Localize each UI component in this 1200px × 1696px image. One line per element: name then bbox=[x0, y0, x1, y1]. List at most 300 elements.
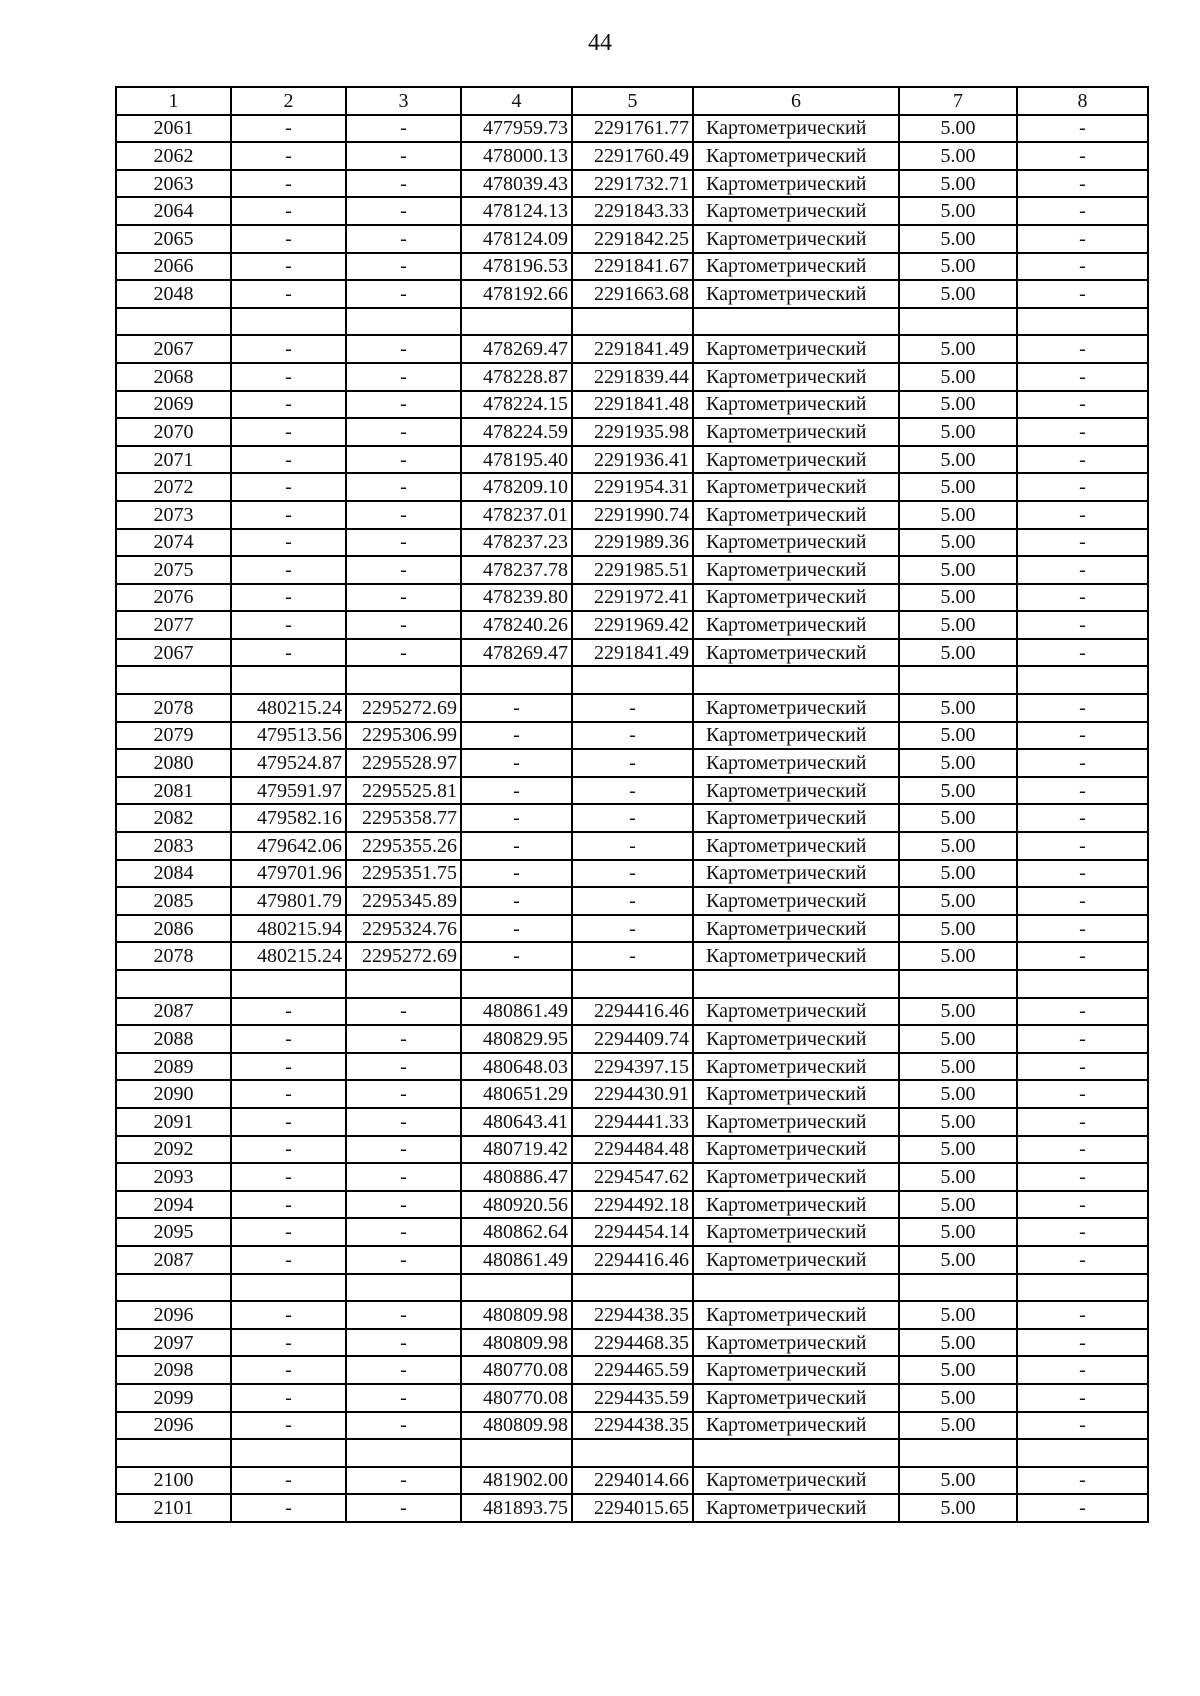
table-cell: - bbox=[346, 418, 461, 446]
table-cell: Картометрический bbox=[693, 915, 899, 943]
table-cell: Картометрический bbox=[693, 529, 899, 557]
table-cell: 5.00 bbox=[899, 556, 1017, 584]
table-cell: - bbox=[231, 1412, 346, 1440]
table-cell: 2291954.31 bbox=[572, 473, 693, 501]
table-cell: 5.00 bbox=[899, 170, 1017, 198]
table-cell: 2294430.91 bbox=[572, 1080, 693, 1108]
table-cell bbox=[693, 1274, 899, 1302]
table-row bbox=[116, 556, 1148, 584]
table-cell: 2092 bbox=[116, 1136, 231, 1164]
table-cell: - bbox=[1017, 1246, 1148, 1274]
table-cell: - bbox=[346, 1301, 461, 1329]
table-cell: - bbox=[1017, 1356, 1148, 1384]
table-cell: 2078 bbox=[116, 694, 231, 722]
table-cell: Картометрический bbox=[693, 611, 899, 639]
table-header bbox=[116, 87, 1148, 115]
table-cell: 2073 bbox=[116, 501, 231, 529]
table-cell: - bbox=[1017, 335, 1148, 363]
table-cell: - bbox=[346, 197, 461, 225]
table-cell: 5.00 bbox=[899, 1246, 1017, 1274]
table-cell: - bbox=[346, 1467, 461, 1495]
table-cell: - bbox=[1017, 1329, 1148, 1357]
table-cell: - bbox=[346, 998, 461, 1026]
table-cell: 5.00 bbox=[899, 529, 1017, 557]
table-cell: - bbox=[461, 804, 572, 832]
table-cell: 5.00 bbox=[899, 722, 1017, 750]
table-cell: 2291989.36 bbox=[572, 529, 693, 557]
table-cell: 5.00 bbox=[899, 1384, 1017, 1412]
table-cell: 2065 bbox=[116, 225, 231, 253]
table-cell: - bbox=[231, 529, 346, 557]
table-cell: - bbox=[346, 529, 461, 557]
table-cell: - bbox=[231, 1218, 346, 1246]
table-cell: - bbox=[231, 639, 346, 667]
table-cell: - bbox=[231, 225, 346, 253]
table-cell: - bbox=[231, 1136, 346, 1164]
table-cell bbox=[346, 666, 461, 694]
table-cell: - bbox=[231, 1329, 346, 1357]
table-cell: 2291841.49 bbox=[572, 639, 693, 667]
table-cell: - bbox=[346, 501, 461, 529]
table-cell: 2294492.18 bbox=[572, 1191, 693, 1219]
table-row bbox=[116, 170, 1148, 198]
table-cell: 2069 bbox=[116, 391, 231, 419]
table-cell: - bbox=[461, 722, 572, 750]
table-cell: 2294014.66 bbox=[572, 1467, 693, 1495]
table-cell: 2080 bbox=[116, 749, 231, 777]
table-cell: - bbox=[1017, 1136, 1148, 1164]
table-cell bbox=[116, 970, 231, 998]
table-cell bbox=[899, 308, 1017, 336]
table-cell: 5.00 bbox=[899, 1329, 1017, 1357]
table-cell: 477959.73 bbox=[461, 115, 572, 143]
table-cell: 2096 bbox=[116, 1412, 231, 1440]
table-cell: - bbox=[231, 1025, 346, 1053]
table-cell: 480215.24 bbox=[231, 942, 346, 970]
table-row bbox=[116, 473, 1148, 501]
table-cell: - bbox=[346, 1246, 461, 1274]
table-cell: 2091 bbox=[116, 1108, 231, 1136]
table-cell: - bbox=[346, 170, 461, 198]
table-cell: 5.00 bbox=[899, 1356, 1017, 1384]
table-cell: - bbox=[346, 363, 461, 391]
table-cell: 2291985.51 bbox=[572, 556, 693, 584]
table-cell: Картометрический bbox=[693, 749, 899, 777]
table-cell: - bbox=[572, 942, 693, 970]
table-cell: - bbox=[1017, 225, 1148, 253]
table-row bbox=[116, 777, 1148, 805]
table-cell: 478237.23 bbox=[461, 529, 572, 557]
table-cell bbox=[572, 666, 693, 694]
table-cell: - bbox=[1017, 1191, 1148, 1219]
table-cell: 480809.98 bbox=[461, 1329, 572, 1357]
table-cell: - bbox=[1017, 197, 1148, 225]
table-cell: 2093 bbox=[116, 1163, 231, 1191]
table-cell: - bbox=[231, 1080, 346, 1108]
table-row bbox=[116, 804, 1148, 832]
table-cell: - bbox=[1017, 253, 1148, 281]
table-cell: 2087 bbox=[116, 998, 231, 1026]
table-cell: - bbox=[346, 280, 461, 308]
table-cell: - bbox=[346, 584, 461, 612]
table-cell: - bbox=[231, 611, 346, 639]
table-cell: - bbox=[231, 1053, 346, 1081]
table-cell: 480770.08 bbox=[461, 1384, 572, 1412]
table-cell: Картометрический bbox=[693, 1218, 899, 1246]
table-cell: 480920.56 bbox=[461, 1191, 572, 1219]
table-cell: 478124.09 bbox=[461, 225, 572, 253]
table-cell: - bbox=[346, 1191, 461, 1219]
table-cell: - bbox=[346, 473, 461, 501]
table-cell: 2081 bbox=[116, 777, 231, 805]
table-cell: 2295351.75 bbox=[346, 860, 461, 888]
table-cell bbox=[899, 1274, 1017, 1302]
table-cell: - bbox=[1017, 473, 1148, 501]
table-cell: Картометрический bbox=[693, 804, 899, 832]
table-cell: - bbox=[1017, 1494, 1148, 1522]
table-cell: Картометрический bbox=[693, 1412, 899, 1440]
table-cell: - bbox=[572, 915, 693, 943]
table-cell: - bbox=[1017, 860, 1148, 888]
table-cell: - bbox=[572, 694, 693, 722]
table-row bbox=[116, 694, 1148, 722]
table-cell: 2295528.97 bbox=[346, 749, 461, 777]
table-cell: 5.00 bbox=[899, 1467, 1017, 1495]
table-row bbox=[116, 915, 1148, 943]
table-cell: 5.00 bbox=[899, 473, 1017, 501]
table-cell: 2087 bbox=[116, 1246, 231, 1274]
table-cell: - bbox=[231, 197, 346, 225]
table-cell: 2083 bbox=[116, 832, 231, 860]
table-cell: 5.00 bbox=[899, 1301, 1017, 1329]
table-cell: 478269.47 bbox=[461, 335, 572, 363]
table-cell: 2066 bbox=[116, 253, 231, 281]
table-cell: - bbox=[461, 915, 572, 943]
separator-row bbox=[116, 970, 1148, 998]
table-row bbox=[116, 446, 1148, 474]
table-cell: 480861.49 bbox=[461, 1246, 572, 1274]
table-cell: - bbox=[346, 1080, 461, 1108]
table-cell: 2062 bbox=[116, 142, 231, 170]
table-cell: - bbox=[461, 942, 572, 970]
table-cell: 2294416.46 bbox=[572, 1246, 693, 1274]
table-cell: 2294416.46 bbox=[572, 998, 693, 1026]
table-cell: 2294547.62 bbox=[572, 1163, 693, 1191]
table-cell: - bbox=[346, 1053, 461, 1081]
table-cell: 478124.13 bbox=[461, 197, 572, 225]
table-row bbox=[116, 1108, 1148, 1136]
table-cell: - bbox=[1017, 363, 1148, 391]
table-cell: - bbox=[231, 280, 346, 308]
table-cell: - bbox=[1017, 529, 1148, 557]
table-cell: Картометрический bbox=[693, 1163, 899, 1191]
table-cell: - bbox=[346, 556, 461, 584]
table-cell: - bbox=[1017, 501, 1148, 529]
table-cell: - bbox=[1017, 1080, 1148, 1108]
table-cell bbox=[461, 1439, 572, 1467]
table-cell: Картометрический bbox=[693, 832, 899, 860]
table-cell: Картометрический bbox=[693, 115, 899, 143]
table-cell bbox=[231, 970, 346, 998]
table-cell: - bbox=[1017, 1384, 1148, 1412]
table-row bbox=[116, 280, 1148, 308]
table-cell: - bbox=[1017, 1053, 1148, 1081]
table-cell: 2071 bbox=[116, 446, 231, 474]
table-row bbox=[116, 1356, 1148, 1384]
table-cell: 2048 bbox=[116, 280, 231, 308]
table-cell bbox=[1017, 308, 1148, 336]
table-cell: Картометрический bbox=[693, 1246, 899, 1274]
table-cell: - bbox=[346, 639, 461, 667]
table-cell: 2067 bbox=[116, 639, 231, 667]
table-cell bbox=[461, 308, 572, 336]
table-row bbox=[116, 1053, 1148, 1081]
table-cell: 478000.13 bbox=[461, 142, 572, 170]
table-cell: 5.00 bbox=[899, 501, 1017, 529]
table-row bbox=[116, 1494, 1148, 1522]
table-cell: Картометрический bbox=[693, 142, 899, 170]
table-cell bbox=[1017, 1439, 1148, 1467]
table-cell: 2099 bbox=[116, 1384, 231, 1412]
column-header: 6 bbox=[693, 87, 899, 115]
table-cell: - bbox=[231, 1163, 346, 1191]
table-cell: - bbox=[572, 887, 693, 915]
table-cell: - bbox=[231, 1384, 346, 1412]
table-cell: 480862.64 bbox=[461, 1218, 572, 1246]
table-cell: 2291972.41 bbox=[572, 584, 693, 612]
table-cell: 2291843.33 bbox=[572, 197, 693, 225]
table-cell: Картометрический bbox=[693, 473, 899, 501]
table-row bbox=[116, 749, 1148, 777]
table-cell: 480215.94 bbox=[231, 915, 346, 943]
table-cell: - bbox=[1017, 722, 1148, 750]
table-cell: - bbox=[1017, 639, 1148, 667]
table-row bbox=[116, 418, 1148, 446]
table-cell: Картометрический bbox=[693, 197, 899, 225]
table-cell bbox=[572, 1274, 693, 1302]
table-cell: 5.00 bbox=[899, 1494, 1017, 1522]
table-cell: - bbox=[231, 115, 346, 143]
table-cell: 478237.78 bbox=[461, 556, 572, 584]
table-cell: - bbox=[461, 749, 572, 777]
table-cell bbox=[346, 970, 461, 998]
table-cell: - bbox=[1017, 1218, 1148, 1246]
table-cell: 2067 bbox=[116, 335, 231, 363]
table-cell: - bbox=[572, 832, 693, 860]
table-cell: - bbox=[346, 1163, 461, 1191]
table-cell: 480719.42 bbox=[461, 1136, 572, 1164]
table-cell: 5.00 bbox=[899, 584, 1017, 612]
table-cell: - bbox=[1017, 694, 1148, 722]
table-cell: 2100 bbox=[116, 1467, 231, 1495]
coordinates-table bbox=[115, 86, 1149, 1523]
table-cell: 478228.87 bbox=[461, 363, 572, 391]
table-cell: - bbox=[1017, 418, 1148, 446]
table-cell: 5.00 bbox=[899, 1412, 1017, 1440]
table-cell: 478269.47 bbox=[461, 639, 572, 667]
table-cell: - bbox=[1017, 915, 1148, 943]
table-cell: - bbox=[231, 998, 346, 1026]
table-cell: 2097 bbox=[116, 1329, 231, 1357]
table-row bbox=[116, 1384, 1148, 1412]
table-cell: Картометрический bbox=[693, 887, 899, 915]
table-cell: 480215.24 bbox=[231, 694, 346, 722]
table-cell: 5.00 bbox=[899, 694, 1017, 722]
table-row bbox=[116, 998, 1148, 1026]
table-cell: - bbox=[1017, 1163, 1148, 1191]
column-header: 3 bbox=[346, 87, 461, 115]
table-cell: 2077 bbox=[116, 611, 231, 639]
table-cell: 478224.59 bbox=[461, 418, 572, 446]
table-row bbox=[116, 1163, 1148, 1191]
table-cell: - bbox=[231, 1191, 346, 1219]
table-cell: - bbox=[231, 446, 346, 474]
table-cell: 2070 bbox=[116, 418, 231, 446]
table-cell bbox=[899, 1439, 1017, 1467]
table-cell: 2061 bbox=[116, 115, 231, 143]
table-cell: - bbox=[346, 1218, 461, 1246]
table-cell: 5.00 bbox=[899, 860, 1017, 888]
table-cell: - bbox=[1017, 556, 1148, 584]
table-cell: - bbox=[1017, 391, 1148, 419]
table-cell bbox=[231, 1439, 346, 1467]
table-cell: 480809.98 bbox=[461, 1301, 572, 1329]
table-cell: 2295345.89 bbox=[346, 887, 461, 915]
table-cell: - bbox=[1017, 777, 1148, 805]
table-row bbox=[116, 887, 1148, 915]
table-cell bbox=[572, 1439, 693, 1467]
table-cell: - bbox=[1017, 1108, 1148, 1136]
table-cell: - bbox=[231, 1108, 346, 1136]
column-header: 2 bbox=[231, 87, 346, 115]
table-cell: Картометрический bbox=[693, 391, 899, 419]
table-cell: 478239.80 bbox=[461, 584, 572, 612]
table-cell: 2072 bbox=[116, 473, 231, 501]
table-cell: 2291841.67 bbox=[572, 253, 693, 281]
table-cell: - bbox=[461, 694, 572, 722]
table-cell: 480829.95 bbox=[461, 1025, 572, 1053]
table-cell: 5.00 bbox=[899, 115, 1017, 143]
table-cell: 2074 bbox=[116, 529, 231, 557]
table-cell: 5.00 bbox=[899, 777, 1017, 805]
table-cell: 478039.43 bbox=[461, 170, 572, 198]
table-cell: - bbox=[1017, 115, 1148, 143]
table-cell: Картометрический bbox=[693, 363, 899, 391]
column-header: 1 bbox=[116, 87, 231, 115]
table-cell: 2090 bbox=[116, 1080, 231, 1108]
table-cell: - bbox=[346, 1356, 461, 1384]
table-cell: Картометрический bbox=[693, 860, 899, 888]
table-cell: 2064 bbox=[116, 197, 231, 225]
table-cell bbox=[1017, 970, 1148, 998]
table-body bbox=[116, 115, 1148, 1522]
table-cell: 5.00 bbox=[899, 446, 1017, 474]
table-cell: 2295272.69 bbox=[346, 694, 461, 722]
table-cell: - bbox=[346, 1384, 461, 1412]
table-cell bbox=[346, 1274, 461, 1302]
table-cell: Картометрический bbox=[693, 1384, 899, 1412]
table-cell: Картометрический bbox=[693, 170, 899, 198]
table-cell bbox=[461, 970, 572, 998]
table-cell: Картометрический bbox=[693, 1053, 899, 1081]
table-cell: 2295525.81 bbox=[346, 777, 461, 805]
table-cell: 2295272.69 bbox=[346, 942, 461, 970]
table-cell: 2079 bbox=[116, 722, 231, 750]
table-row bbox=[116, 1301, 1148, 1329]
table-cell bbox=[693, 970, 899, 998]
table-cell: 2085 bbox=[116, 887, 231, 915]
table-cell: 2076 bbox=[116, 584, 231, 612]
table-cell: - bbox=[346, 253, 461, 281]
table-cell bbox=[116, 308, 231, 336]
table-cell: 479582.16 bbox=[231, 804, 346, 832]
table-cell: 479701.96 bbox=[231, 860, 346, 888]
table-cell: 2291761.77 bbox=[572, 115, 693, 143]
table-cell: - bbox=[346, 1329, 461, 1357]
table-cell: - bbox=[1017, 1467, 1148, 1495]
table-row bbox=[116, 1329, 1148, 1357]
column-header: 5 bbox=[572, 87, 693, 115]
table-cell: Картометрический bbox=[693, 335, 899, 363]
table-row bbox=[116, 391, 1148, 419]
table-cell: - bbox=[346, 446, 461, 474]
table-cell: 2291969.42 bbox=[572, 611, 693, 639]
table-cell bbox=[116, 1439, 231, 1467]
table-cell: Картометрический bbox=[693, 1467, 899, 1495]
table-cell: 5.00 bbox=[899, 749, 1017, 777]
table-row bbox=[116, 942, 1148, 970]
table-cell: 480770.08 bbox=[461, 1356, 572, 1384]
table-cell: - bbox=[572, 749, 693, 777]
table-cell: 478192.66 bbox=[461, 280, 572, 308]
table-cell: 5.00 bbox=[899, 1191, 1017, 1219]
table-row bbox=[116, 529, 1148, 557]
page-number: 44 bbox=[588, 30, 612, 56]
table-cell: Картометрический bbox=[693, 418, 899, 446]
table-cell: - bbox=[346, 611, 461, 639]
table-cell bbox=[1017, 1274, 1148, 1302]
table-cell: 2295355.26 bbox=[346, 832, 461, 860]
table-cell: - bbox=[461, 777, 572, 805]
table-cell: Картометрический bbox=[693, 1191, 899, 1219]
table-cell: - bbox=[231, 556, 346, 584]
table-cell bbox=[693, 1439, 899, 1467]
table-cell: Картометрический bbox=[693, 501, 899, 529]
table-cell: 2294468.35 bbox=[572, 1329, 693, 1357]
table-row bbox=[116, 1191, 1148, 1219]
table-cell: - bbox=[1017, 446, 1148, 474]
table-cell: 2063 bbox=[116, 170, 231, 198]
table-cell bbox=[231, 308, 346, 336]
table-cell: 2084 bbox=[116, 860, 231, 888]
table-cell: 2295306.99 bbox=[346, 722, 461, 750]
table-cell: - bbox=[1017, 142, 1148, 170]
table-cell: - bbox=[231, 1246, 346, 1274]
table-cell: 5.00 bbox=[899, 335, 1017, 363]
table-cell: - bbox=[231, 1494, 346, 1522]
table-cell: 2294397.15 bbox=[572, 1053, 693, 1081]
table-cell: - bbox=[231, 1356, 346, 1384]
table-cell bbox=[346, 1439, 461, 1467]
table-row bbox=[116, 115, 1148, 143]
table-cell: 5.00 bbox=[899, 611, 1017, 639]
table-cell: - bbox=[1017, 998, 1148, 1026]
table-row bbox=[116, 1080, 1148, 1108]
table-cell: 2086 bbox=[116, 915, 231, 943]
table-cell: - bbox=[231, 501, 346, 529]
table-cell: 2291839.44 bbox=[572, 363, 693, 391]
table-row bbox=[116, 722, 1148, 750]
